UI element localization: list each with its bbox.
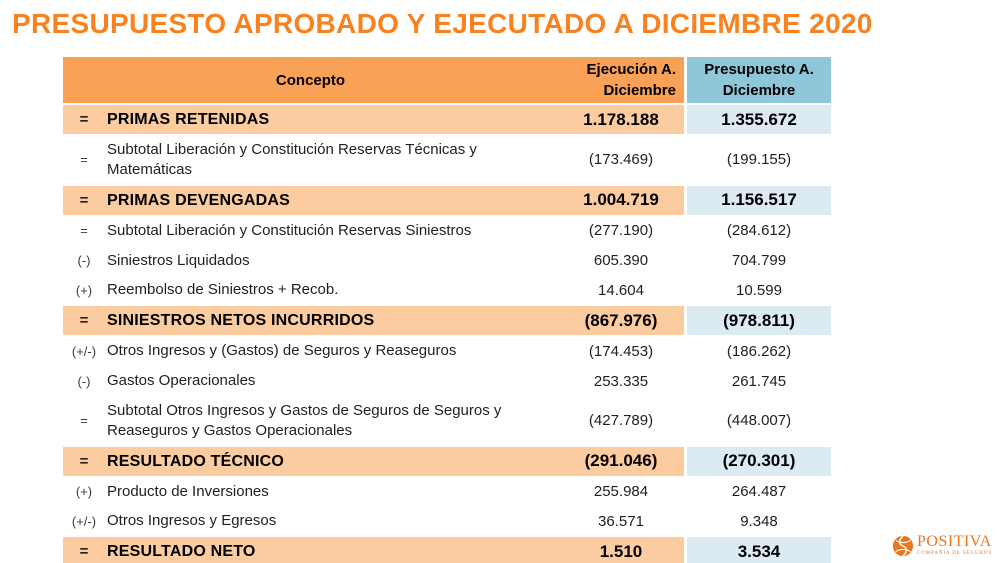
row-operator: (-) <box>77 253 91 268</box>
row-operator: = <box>80 223 88 239</box>
row-operator: = <box>79 543 89 561</box>
logo-name: POSITIVA <box>917 533 992 550</box>
table-row <box>63 217 831 245</box>
row-ejecucion-value: (867.976) <box>584 310 658 330</box>
column-header-ejecucion <box>558 57 684 103</box>
row-presupuesto-value: (448.007) <box>726 412 792 430</box>
row-ejecucion-value: 605.390 <box>593 252 649 269</box>
row-operator: (+/-) <box>71 343 97 359</box>
row-ejecucion-value: (173.469) <box>588 151 654 169</box>
column-header-presupuesto-line2: Diciembre <box>722 82 796 99</box>
row-concept: Otros Ingresos y Egresos <box>107 512 277 530</box>
row-presupuesto-value: 1.156.517 <box>684 186 831 215</box>
globe-icon <box>892 535 914 557</box>
row-operator: = <box>79 312 89 330</box>
table-row <box>63 397 831 445</box>
row-presupuesto-value: 9.348 <box>740 512 778 530</box>
row-concept: Subtotal Liberación y Constitución Reservas Técnicas y Matemáticas <box>107 141 477 178</box>
budget-table <box>63 57 831 563</box>
table-row <box>63 337 831 365</box>
table-row <box>63 105 831 134</box>
row-ejecucion-value: (427.789) <box>588 412 654 430</box>
table-row <box>63 447 831 476</box>
row-operator: (+/-) <box>71 513 97 529</box>
row-ejecucion-value: 1.510 <box>599 541 643 561</box>
table-row <box>63 276 831 304</box>
row-concept: Subtotal Otros Ingresos y Gastos de Seguros de Seguros y Reaseguros y Gastos Operacionales <box>107 401 502 439</box>
table-row <box>63 537 831 563</box>
row-operator: = <box>79 191 89 209</box>
row-operator: = <box>79 111 89 129</box>
row-concept: Otros Ingresos y (Gastos) de Seguros y Reaseguros <box>107 342 457 360</box>
row-presupuesto-value: (284.612) <box>726 222 792 240</box>
column-header-concepto: Concepto <box>275 71 346 89</box>
positiva-logo <box>892 534 992 557</box>
row-concept: PRIMAS DEVENGADAS <box>107 191 290 209</box>
row-operator: (-) <box>77 373 91 389</box>
table-row <box>63 136 831 184</box>
row-ejecucion-value: 1.004.719 <box>583 190 659 210</box>
row-concept: RESULTADO TÉCNICO <box>107 452 285 470</box>
table-row <box>63 478 831 506</box>
row-presupuesto-value: 10.599 <box>736 281 782 299</box>
row-concept: Subtotal Liberación y Constitución Reservas Siniestros <box>107 221 472 239</box>
column-header-ejecucion-line2: Diciembre <box>603 82 676 99</box>
logo-subtitle: COMPAÑÍA DE SEGUROS <box>917 551 992 556</box>
table-row <box>63 247 831 275</box>
row-presupuesto-value: 1.355.672 <box>684 105 831 134</box>
row-presupuesto-value: (186.262) <box>726 342 792 360</box>
row-operator: (+) <box>75 484 93 499</box>
table-header-row <box>63 57 831 103</box>
row-concept: Reembolso de Siniestros + Recob. <box>107 281 339 299</box>
row-presupuesto-value: 3.534 <box>684 537 831 563</box>
row-operator: = <box>79 452 89 470</box>
row-operator: = <box>80 413 88 429</box>
column-header-ejecucion-line1: Ejecución A. <box>586 61 676 78</box>
table-row <box>63 367 831 395</box>
row-concept: Gastos Operacionales <box>107 372 256 390</box>
page-title: PRESUPUESTO APROBADO Y EJECUTADO A DICIEMBRE 2020 <box>12 8 873 39</box>
table-body <box>63 105 831 563</box>
table-row <box>63 186 831 215</box>
table-row <box>63 306 831 335</box>
row-presupuesto-value: 264.487 <box>731 483 787 500</box>
row-operator: (+) <box>75 282 93 298</box>
row-operator: = <box>80 152 88 168</box>
row-presupuesto-value: 704.799 <box>731 252 787 269</box>
row-concept: SINIESTROS NETOS INCURRIDOS <box>107 312 375 330</box>
row-ejecucion-value: (291.046) <box>584 451 658 471</box>
row-concept: Siniestros Liquidados <box>107 251 250 269</box>
row-ejecucion-value: 253.335 <box>593 372 649 390</box>
column-header-presupuesto <box>684 57 831 103</box>
row-ejecucion-value: 14.604 <box>598 281 644 299</box>
row-ejecucion-value: (277.190) <box>588 222 654 240</box>
row-presupuesto-value: 261.745 <box>731 372 787 390</box>
column-header-presupuesto-line1: Presupuesto A. <box>704 61 814 78</box>
table-row <box>63 507 831 535</box>
row-presupuesto-value: (270.301) <box>684 447 831 476</box>
row-concept: PRIMAS RETENIDAS <box>107 111 270 128</box>
row-presupuesto-value: (978.811) <box>684 306 831 335</box>
row-ejecucion-value: (174.453) <box>588 342 654 360</box>
row-concept: RESULTADO NETO <box>107 543 256 561</box>
row-ejecucion-value: 36.571 <box>598 512 644 530</box>
row-concept: Producto de Inversiones <box>107 482 269 500</box>
row-ejecucion-value: 255.984 <box>593 483 649 500</box>
row-presupuesto-value: (199.155) <box>726 151 792 169</box>
row-ejecucion-value: 1.178.188 <box>583 109 659 129</box>
